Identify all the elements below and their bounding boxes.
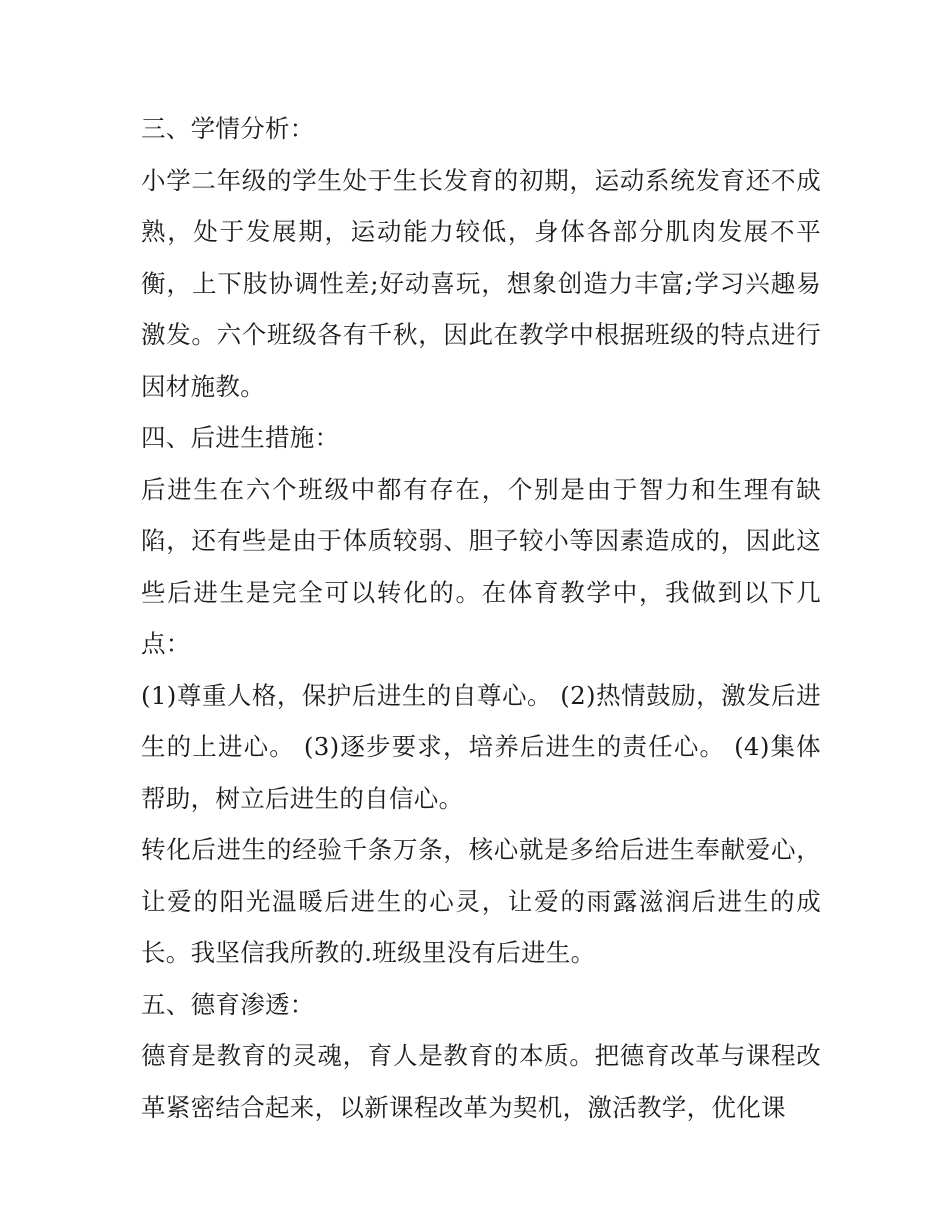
paragraph-struggling-students-intro: 后进生在六个班级中都有存在，个别是由于智力和生理有缺陷，还有些是由于体质较弱、胆子较小等因素造成的，因此这些后进生是完全可以转化的。在体育教学中，我做到以下几点： xyxy=(141,474,821,658)
section-heading-moral-education: 五、德育渗透： xyxy=(141,989,315,1019)
document-body xyxy=(141,103,821,1133)
paragraph-moral-education: 德育是教育的灵魂，育人是教育的本质。把德育改革与课程改革紧密结合起来，以新课程改革为契机，激活教学，优化课 xyxy=(141,1041,821,1122)
paragraph-student-analysis: 小学二年级的学生处于生长发育的初期，运动系统发育还不成熟，处于发展期，运动能力较低，身体各部分肌肉发展不平衡，上下肢协调性差;好动喜玩，想象创造力丰富;学习兴趣易激发。六个班级各有千秋，因此在教学中根据班级的特点进行因材施教。 xyxy=(141,165,821,401)
paragraph-struggling-students-measures: (1)尊重人格，保护后进生的自尊心。 (2)热情鼓励，激发后进生的上进心。 (3)逐步要求，培养后进生的责任心。 (4)集体帮助，树立后进生的自信心。 xyxy=(141,680,821,813)
section-heading-student-analysis: 三、学情分析： xyxy=(141,114,315,143)
paragraph-struggling-students-conclusion: 转化后进生的经验千条万条，核心就是多给后进生奉献爱心，让爱的阳光温暖后进生的心灵，让爱的雨露滋润后进生的成长。我坚信我所教的.班级里没有后进生。 xyxy=(141,835,821,967)
section-heading-struggling-students: 四、后进生措施： xyxy=(141,423,340,452)
